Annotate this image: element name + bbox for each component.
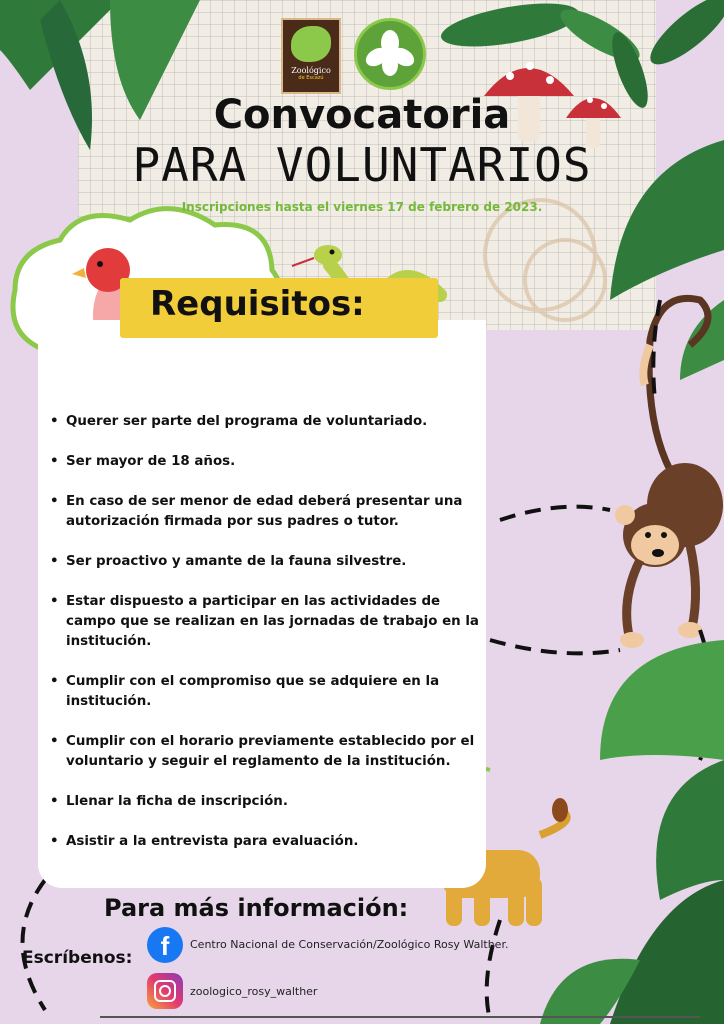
zoo-logo-label: Zoológico [291,66,331,75]
orchid-logo [354,18,426,90]
footer-divider [100,1016,700,1018]
list-item: • En caso de ser menor de edad deberá presentar una autorización firmada por sus padres o tutor. [50,492,480,532]
title-convocatoria: Convocatoria [213,92,511,138]
instagram-link[interactable]: zoologico_rosy_walther [190,985,318,998]
list-item: • Ser proactivo y amante de la fauna silvestre. [50,552,480,572]
leaves-bottom-right [540,640,724,1024]
list-item: • Estar dispuesto a participar en las actividades de campo que se realizan en las jornadas de trabajo en la institución. [50,592,480,652]
write-to-us-label: Escríbenos: [22,948,133,968]
coffee-stain [485,200,605,320]
requirements-title: Requisitos: [150,284,365,324]
list-item: • Llenar la ficha de inscripción. [50,792,480,812]
list-item: • Ser mayor de 18 años. [50,452,480,472]
requirements-list [50,412,480,872]
list-item: • Cumplir con el horario previamente establecido por el voluntario y seguir el reglamento de la institución. [50,732,480,772]
list-item: • Querer ser parte del programa de voluntariado. [50,412,480,432]
facebook-icon[interactable]: f [147,927,183,963]
instagram-icon[interactable] [147,973,183,1009]
title-para-voluntarios: PARA VOLUNTARIOS [132,138,592,192]
registration-deadline: Inscripciones hasta el viernes 17 de febrero de 2023. [181,200,543,214]
more-info-title: Para más información: [104,894,409,922]
zoo-logo [281,18,341,94]
list-item: • Cumplir con el compromiso que se adquiere en la institución. [50,672,480,712]
zoo-logo-sublabel: de Escazú [298,75,324,81]
facebook-link[interactable]: Centro Nacional de Conservación/Zoológico Rosy Walther. [190,938,509,951]
list-item: • Asistir a la entrevista para evaluación. [50,832,480,852]
